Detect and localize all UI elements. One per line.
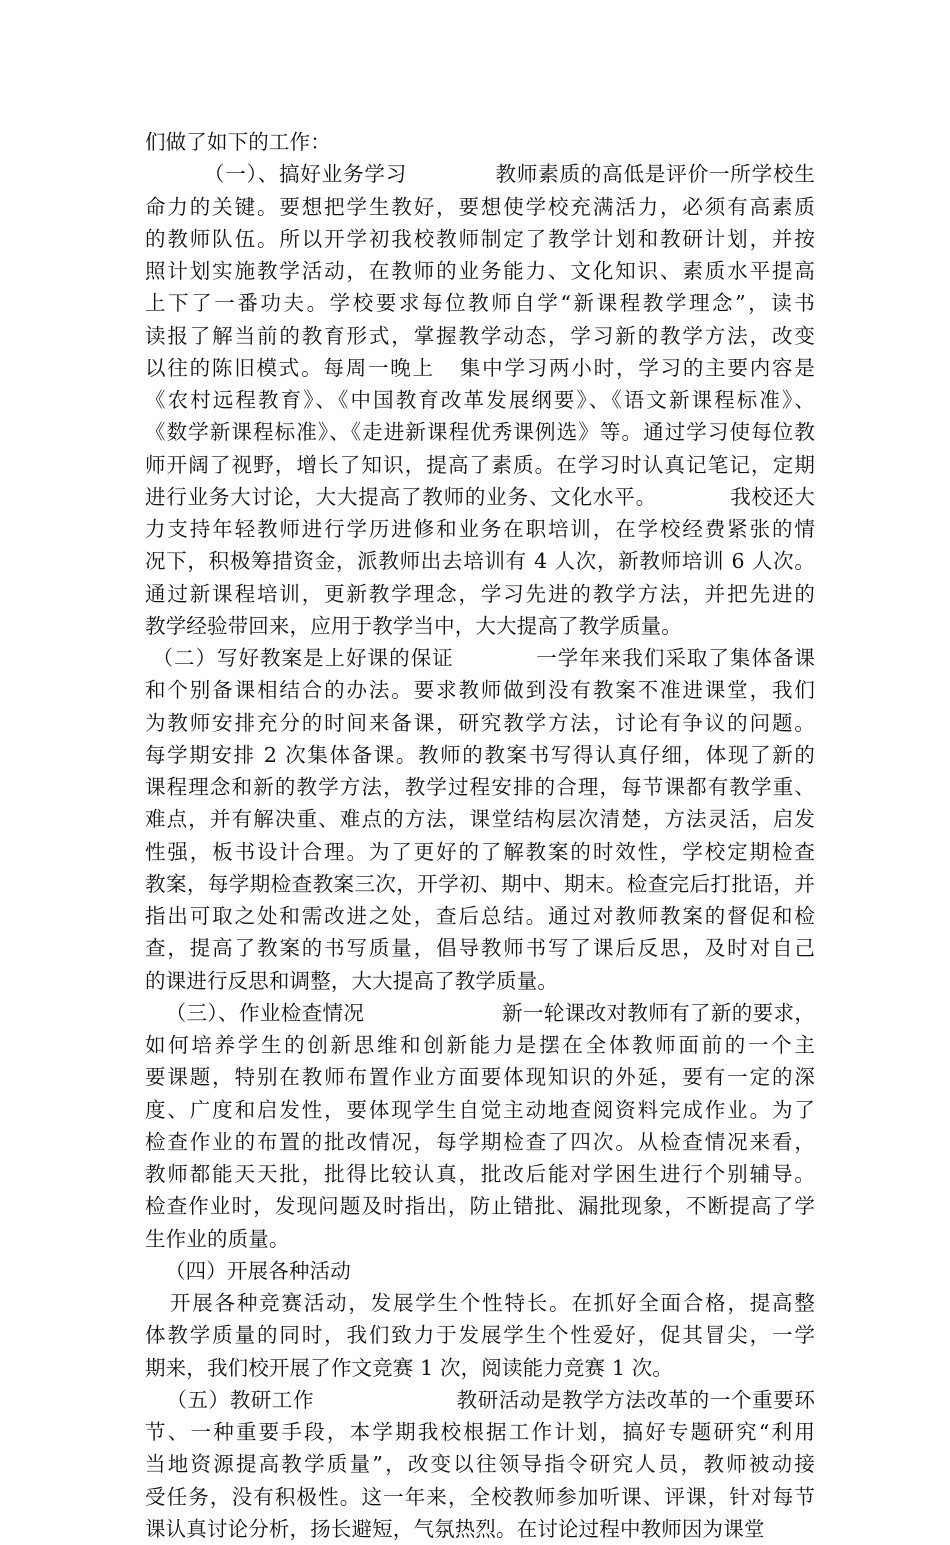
text-line: 开展各种竞赛活动，发展学生个性特长。在抓好全面合格，提高整 xyxy=(145,1291,815,1315)
text-line: （四）开展各种活动 xyxy=(145,1258,351,1283)
text-line: 课认真讨论分析，扬长避短，气氛热烈。在讨论过程中教师因为课堂 xyxy=(145,1516,765,1541)
text-line: 们做了如下的工作： xyxy=(145,130,331,154)
text-line: 性强，板书设计合理。为了更好的了解教案的时效性，学校定期检查 xyxy=(145,839,815,864)
text-line: 当地资源提高教学质量”，改变以往领导指令研究人员，教师被动接 xyxy=(145,1452,815,1477)
text-line: 以往的陈旧模式。每周一晚上 集中学习两小时，学习的主要内容是 xyxy=(145,355,815,380)
text-line: 的教师队伍。所以开学初我校教师制定了教学计划和教研计划，并按 xyxy=(145,226,815,251)
text-line: 《数学新课程标准》、《走进新课程优秀课例选》等。通过学习使每位教 xyxy=(145,420,815,445)
document-body xyxy=(145,126,815,1545)
text-line: 课程理念和新的教学方法，教学过程安排的合理，每节课都有教学重、 xyxy=(145,775,815,799)
text-line: 受任务，没有积极性。这一年来，全校教师参加听课、评课，针对每节 xyxy=(145,1484,815,1509)
text-line: 教学经验带回来，应用于教学当中，大大提高了教学质量。 xyxy=(145,613,682,638)
text-line: 命力的关键。要想把学生教好，要想使学校充满活力，必须有高素质 xyxy=(145,194,815,219)
text-line: 期来，我们校开展了作文竞赛 1 次，阅读能力竞赛 1 次。 xyxy=(145,1355,673,1380)
text-line: 师开阔了视野，增长了知识，提高了素质。在学习时认真记笔记，定期 xyxy=(145,452,815,477)
text-line: （五）教研工作 教研活动是教学方法改革的一个重要环 xyxy=(145,1387,815,1412)
text-line: 为教师安排充分的时间来备课，研究教学方法，讨论有争议的问题。 xyxy=(145,710,815,735)
text-line: （二）写好教案是上好课的保证 一学年来我们采取了集体备课 xyxy=(145,646,815,670)
text-line: 教案，每学期检查教案三次，开学初、期中、期末。检查完后打批语，并 xyxy=(145,871,815,896)
text-line: 读报了解当前的教育形式，掌握教学动态，学习新的教学方法，改变 xyxy=(145,323,815,348)
text-line: 上下了一番功夫。学校要求每位教师自学“新课程教学理念”，读书 xyxy=(145,291,815,316)
text-line: 力支持年轻教师进行学历进修和业务在职培训，在学校经费紧张的情 xyxy=(145,517,815,541)
text-line: 教师都能天天批，批得比较认真，批改后能对学困生进行个别辅导。 xyxy=(145,1162,815,1186)
text-line: 要课题，特别在教师布置作业方面要体现知识的外延，要有一定的深 xyxy=(145,1065,815,1090)
text-line: 查，提高了教案的书写质量，倡导教师书写了课后反思，及时对自己 xyxy=(145,936,815,961)
text-line: 难点，并有解决重、难点的方法，课堂结构层次清楚，方法灵活，启发 xyxy=(145,807,815,832)
text-line: 如何培养学生的创新思维和创新能力是摆在全体教师面前的一个主 xyxy=(145,1033,815,1057)
text-line: 通过新课程培训，更新教学理念，学习先进的教学方法，并把先进的 xyxy=(145,581,815,606)
text-line: 检查作业时，发现问题及时指出，防止错批、漏批现象，不断提高了学 xyxy=(145,1194,815,1219)
text-line: 检查作业的布置的批改情况，每学期检查了四次。从检查情况来看， xyxy=(145,1129,815,1154)
text-line: 生作业的质量。 xyxy=(145,1226,290,1251)
text-line: 节、一种重要手段，本学期我校根据工作计划，搞好专题研究“利用 xyxy=(145,1420,815,1444)
text-line: （三）、作业检查情况 新一轮课改对教师有了新的要求， xyxy=(145,1000,815,1025)
text-line: （一）、搞好业务学习 教师素质的高低是评价一所学校生 xyxy=(145,162,815,187)
text-line: 况下，积极筹措资金，派教师出去培训有 4 人次，新教师培训 6 人次。 xyxy=(145,549,815,574)
text-line: 指出可取之处和需改进之处，查后总结。通过对教师教案的督促和检 xyxy=(145,904,815,928)
text-line: 和个别备课相结合的办法。要求教师做到没有教案不准进课堂，我们 xyxy=(145,678,815,703)
text-line: 照计划实施教学活动，在教师的业务能力、文化知识、素质水平提高 xyxy=(145,259,815,283)
text-line: 每学期安排 2 次集体备课。教师的教案书写得认真仔细，体现了新的 xyxy=(145,742,815,767)
text-line: 的课进行反思和调整，大大提高了教学质量。 xyxy=(145,968,558,993)
text-line: 度、广度和启发性，要体现学生自觉主动地查阅资料完成作业。为了 xyxy=(145,1097,815,1122)
text-line: 体教学质量的同时，我们致力于发展学生个性爱好，促其冒尖，一学 xyxy=(145,1323,815,1348)
text-line: 《农村远程教育》、《中国教育改革发展纲要》、《语文新课程标准》、 xyxy=(145,388,815,412)
text-line: 进行业务大讨论，大大提高了教师的业务、文化水平。 我校还大 xyxy=(145,484,815,509)
